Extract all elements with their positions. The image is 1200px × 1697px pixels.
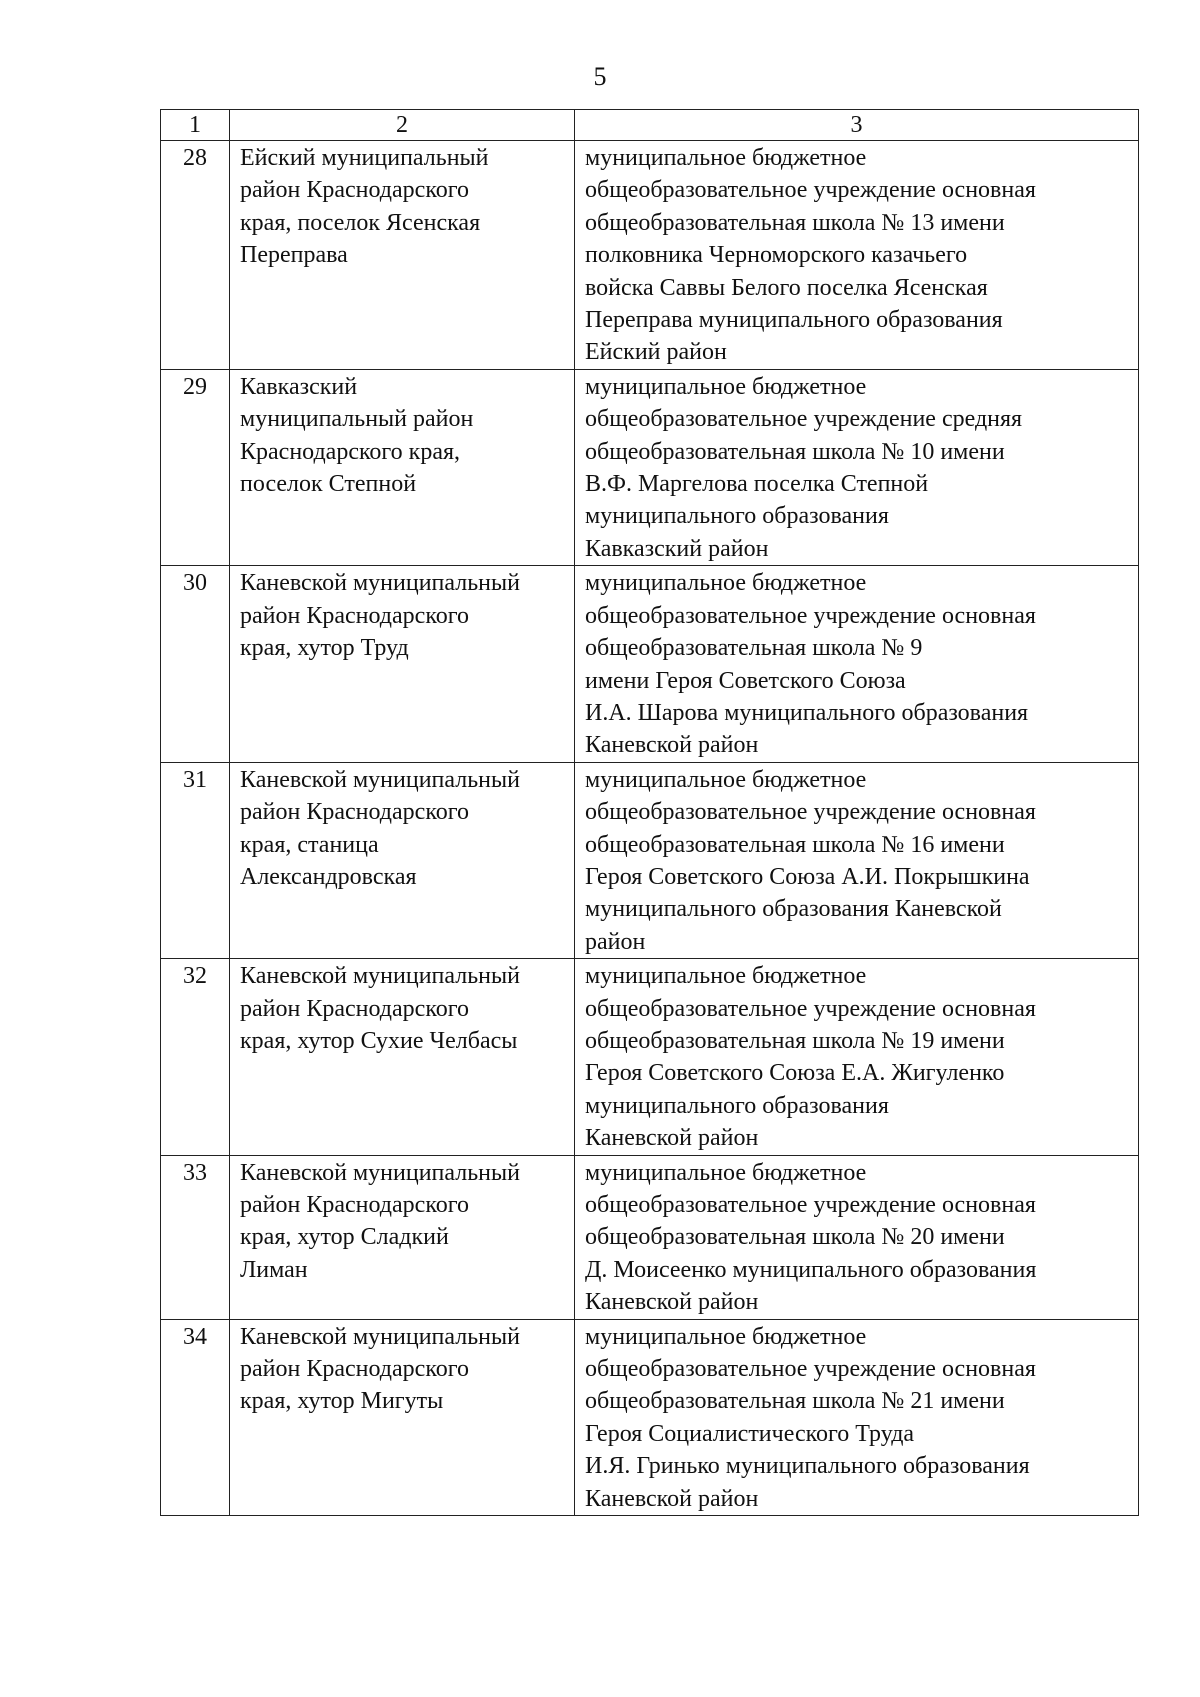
institution-line: Ейский район: [585, 339, 727, 366]
institution-line: муниципальное бюджетное: [585, 766, 867, 793]
location-line: края, хутор Сухие Челбасы: [240, 1027, 518, 1054]
institution-cell: [575, 141, 1139, 370]
location-cell: [230, 369, 575, 565]
table-header-row: [161, 110, 1139, 141]
row-number: 28: [161, 141, 230, 370]
institution-line: общеобразовательная школа № 9: [585, 635, 923, 662]
table-row: [161, 1319, 1139, 1515]
institution-line: В.Ф. Маргелова поселка Степной: [585, 471, 929, 498]
location-line: район Краснодарского: [240, 1356, 470, 1383]
institution-line: общеобразовательное учреждение основная: [585, 799, 1036, 826]
table-body: [161, 141, 1139, 1516]
institution-line: муниципального образования Каневской: [585, 896, 1002, 923]
institution-line: полковника Черноморского казачьего: [585, 242, 968, 269]
location-line: Ейский муниципальный: [240, 145, 489, 171]
location-cell: [230, 1155, 575, 1319]
location-line: Каневской муниципальный: [240, 766, 520, 793]
location-cell: [230, 1319, 575, 1515]
institution-line: Каневской район: [585, 1485, 759, 1512]
table-row: [161, 369, 1139, 565]
institution-line: имени Героя Советского Союза: [585, 667, 906, 694]
institution-line: муниципальное бюджетное: [585, 373, 867, 400]
institution-line: И.А. Шарова муниципального образования: [585, 699, 1029, 726]
location-line: Каневской муниципальный: [240, 570, 520, 597]
location-line: края, поселок Ясенская: [240, 209, 481, 236]
institution-line: муниципальное бюджетное: [585, 570, 867, 597]
location-line: район Краснодарского: [240, 799, 470, 826]
table-row: [161, 762, 1139, 958]
location-line: поселок Степной: [240, 471, 417, 498]
institution-line: И.Я. Гринько муниципального образования: [585, 1453, 1030, 1480]
location-line: края, хутор Сладкий: [240, 1224, 449, 1251]
row-number: 30: [161, 566, 230, 762]
institution-line: Каневской район: [585, 732, 759, 759]
institution-line: общеобразовательная школа № 19 имени: [585, 1027, 1005, 1054]
institution-line: муниципального образования: [585, 503, 889, 530]
institution-line: муниципальное бюджетное: [585, 963, 867, 990]
location-cell: [230, 762, 575, 958]
institution-cell: [575, 369, 1139, 565]
column-header-number: 1: [161, 110, 230, 141]
institution-line: общеобразовательная школа № 10 имени: [585, 438, 1005, 465]
location-line: район Краснодарского: [240, 1192, 470, 1218]
row-number: 32: [161, 959, 230, 1155]
location-line: Переправа: [240, 242, 348, 269]
table-row: [161, 1155, 1139, 1319]
location-line: район Краснодарского: [240, 177, 470, 204]
location-line: края, хутор Мигуты: [240, 1388, 444, 1415]
location-line: муниципальный район: [240, 406, 474, 433]
institution-line: общеобразовательное учреждение основная: [585, 1356, 1036, 1383]
institution-line: общеобразовательное учреждение основная: [585, 602, 1036, 629]
table-row: [161, 566, 1139, 762]
institution-line: Героя Советского Союза Е.А. Жигуленко: [585, 1060, 1005, 1087]
institution-line: Кавказский район: [585, 535, 769, 562]
location-line: Каневской муниципальный: [240, 963, 520, 990]
location-line: края, станица: [240, 831, 379, 858]
institution-line: общеобразовательное учреждение основная: [585, 1192, 1036, 1218]
institution-line: общеобразовательное учреждение основная: [585, 177, 1036, 204]
table-row: [161, 141, 1139, 370]
location-line: Краснодарского края,: [240, 438, 461, 465]
institution-line: Каневской район: [585, 1289, 759, 1316]
institution-cell: [575, 566, 1139, 762]
location-line: Александровская: [240, 863, 417, 890]
column-header-location: 2: [230, 110, 575, 141]
location-cell: [230, 141, 575, 370]
location-line: район Краснодарского: [240, 602, 470, 629]
institution-cell: [575, 762, 1139, 958]
institution-line: Героя Советского Союза А.И. Покрышкина: [585, 863, 1030, 890]
institution-line: муниципального образования: [585, 1092, 889, 1119]
location-line: район Краснодарского: [240, 995, 470, 1022]
institution-cell: [575, 1319, 1139, 1515]
institution-line: общеобразовательная школа № 20 имени: [585, 1224, 1005, 1251]
location-line: края, хутор Труд: [240, 635, 409, 662]
institution-line: общеобразовательное учреждение средняя: [585, 406, 1023, 433]
institution-line: Героя Социалистического Труда: [585, 1420, 915, 1447]
institution-line: муниципальное бюджетное: [585, 1159, 867, 1186]
row-number: 34: [161, 1319, 230, 1515]
location-line: Кавказский: [240, 373, 358, 400]
location-cell: [230, 959, 575, 1155]
location-line: Лиман: [240, 1256, 308, 1283]
institution-line: муниципальное бюджетное: [585, 145, 867, 171]
institution-line: Каневской район: [585, 1125, 759, 1152]
institution-line: Д. Моисеенко муниципального образования: [585, 1256, 1037, 1283]
institution-line: войска Саввы Белого поселка Ясенская: [585, 274, 988, 301]
schools-table: [160, 109, 1139, 1516]
institution-line: общеобразовательная школа № 13 имени: [585, 209, 1005, 236]
row-number: 33: [161, 1155, 230, 1319]
institution-cell: [575, 1155, 1139, 1319]
location-cell: [230, 566, 575, 762]
institution-line: общеобразовательная школа № 21 имени: [585, 1388, 1005, 1415]
location-line: Каневской муниципальный: [240, 1323, 520, 1350]
institution-line: район: [585, 928, 646, 955]
institution-line: муниципальное бюджетное: [585, 1323, 867, 1350]
institution-line: общеобразовательное учреждение основная: [585, 995, 1036, 1022]
row-number: 31: [161, 762, 230, 958]
institution-line: Переправа муниципального образования: [585, 307, 1003, 334]
location-line: Каневской муниципальный: [240, 1159, 520, 1186]
institution-cell: [575, 959, 1139, 1155]
row-number: 29: [161, 369, 230, 565]
table-row: [161, 959, 1139, 1155]
column-header-institution: 3: [575, 110, 1139, 141]
page-number: 5: [593, 62, 607, 91]
institution-line: общеобразовательная школа № 16 имени: [585, 831, 1005, 858]
